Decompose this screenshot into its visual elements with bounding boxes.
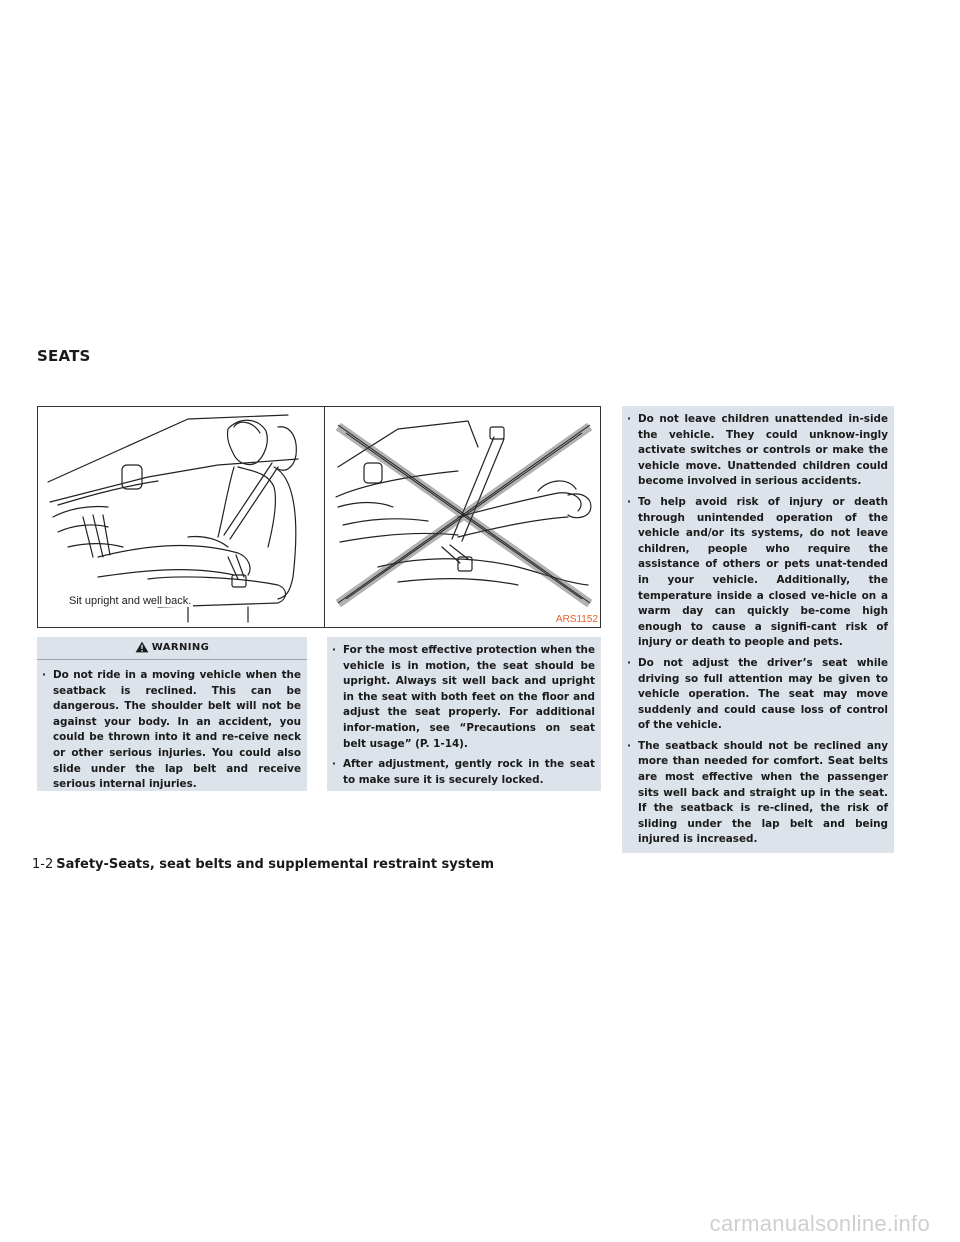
- warning-triangle-icon: [135, 641, 149, 653]
- warning-item: · Do not ride in a moving vehicle when the seatback is reclined. This can be dangerous. The shoulder belt will not be against your body. In an accident, you could be thrown into it and re-ceive neck or other serious injuries. You could also slide under the lap belt and receive serious internal injuries.: [41, 668, 301, 793]
- warning-heading: [37, 637, 307, 657]
- right-item: · The seatback should not be reclined any more than needed for comfort. Seat belts are most effective when the passenger sits well back and straight up in the seat. If the seatback is re-clined, the risk of sliding under the lap belt and being injured is increased.: [626, 739, 888, 848]
- chapter-title: Safety-Seats, seat belts and supplemental restraint system: [56, 857, 495, 872]
- middle-item: · For the most effective protection when the vehicle is in motion, the seat should be upright. Always sit well back and upright in the seat with both feet on the floor and adjust the seat properly. For additional infor-mation, see “Precautions on seat belt usage” (P. 1-14).: [331, 643, 595, 752]
- figure-caption: Sit upright and well back.: [69, 595, 192, 607]
- page-number: 1-2: [32, 857, 54, 872]
- right-item: · Do not leave children unattended in-side the vehicle. They could unknow-ingly activate switches or controls or make the vehicle move. Unattended children could become involved in serious accidents.: [626, 412, 888, 490]
- watermark: carmanualsonline.info: [709, 1211, 930, 1236]
- seat-illustration: [37, 406, 601, 628]
- warning-heading-text: WARNING: [151, 641, 210, 653]
- page-footer: [32, 857, 494, 872]
- middle-box: [327, 637, 601, 791]
- right-box: [622, 406, 894, 853]
- section-title: SEATS: [37, 347, 91, 365]
- illustration-drawing: [38, 407, 600, 627]
- warning-box: [37, 637, 307, 791]
- warning-divider: [37, 659, 307, 660]
- warning-list: [41, 668, 301, 798]
- figure-code: ARS1152: [555, 614, 598, 625]
- right-item: · Do not adjust the driver’s seat while driving so full attention may be given to vehicle operation. The seat may move suddenly and could cause loss of control of the vehicle.: [626, 656, 888, 734]
- right-item: · To help avoid risk of injury or death through unintended operation of the vehicle and/or its systems, do not leave children, people who require the assistance of others or pets unat-tended in your vehicle. Additionally, the temperature inside a closed ve-hicle on a warm day can quickly be-come high enough to cause a signifi-cant risk of injury or death to people and pets.: [626, 495, 888, 651]
- middle-item: · After adjustment, gently rock in the seat to make sure it is securely locked.: [331, 757, 595, 788]
- middle-list: [331, 643, 595, 793]
- right-list: [626, 412, 888, 853]
- figure-divider: [324, 407, 325, 627]
